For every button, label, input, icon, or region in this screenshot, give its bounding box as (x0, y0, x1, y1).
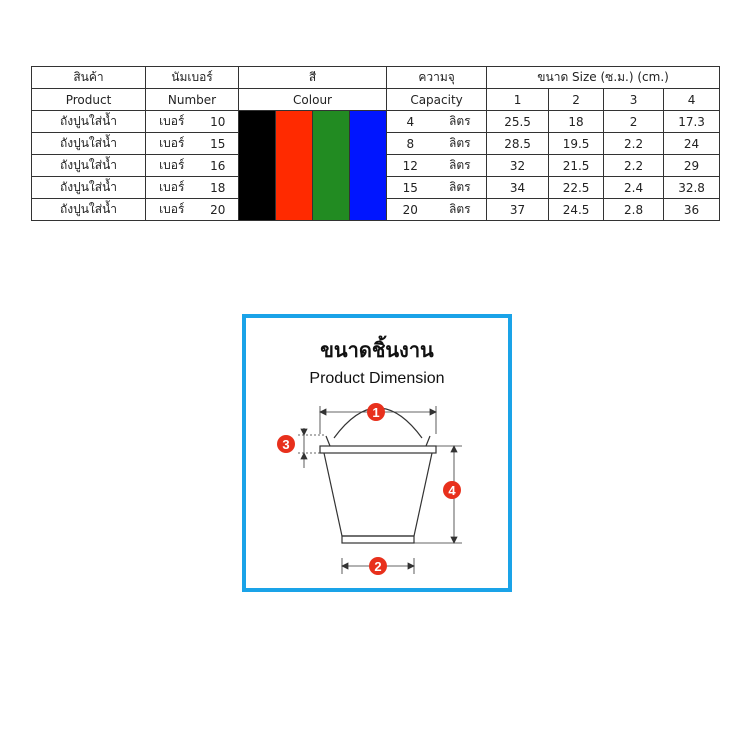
product-cell: ถังปูนใส่น้ำ (32, 155, 146, 177)
product-cell: ถังปูนใส่น้ำ (32, 199, 146, 221)
capacity-value: 15 (387, 177, 434, 199)
header-size-thai: ขนาด Size (ซ.ม.) (cm.) (487, 67, 720, 89)
number-label: เบอร์ (146, 133, 198, 155)
size-4-value: 24 (664, 133, 720, 155)
dimension-marker-2 (369, 557, 387, 575)
size-4-value: 32.8 (664, 177, 720, 199)
size-3-value: 2.4 (604, 177, 664, 199)
svg-text:3: 3 (282, 437, 290, 452)
header-capacity-eng: Capacity (387, 89, 487, 111)
svg-text:4: 4 (448, 483, 456, 498)
header-number-eng: Number (146, 89, 239, 111)
number-label: เบอร์ (146, 111, 198, 133)
capacity-value: 4 (387, 111, 434, 133)
bucket-diagram (246, 318, 508, 588)
bucket-rim (320, 446, 436, 453)
colour-swatch-green (313, 111, 350, 221)
header-capacity-thai: ความจุ (387, 67, 487, 89)
table-row (32, 111, 720, 133)
size-2-value: 24.5 (549, 199, 604, 221)
capacity-unit: ลิตร (434, 133, 487, 155)
product-cell: ถังปูนใส่น้ำ (32, 177, 146, 199)
capacity-value: 8 (387, 133, 434, 155)
header-size-3: 3 (604, 89, 664, 111)
size-3-value: 2 (604, 111, 664, 133)
size-1-value: 25.5 (487, 111, 549, 133)
bucket-base (342, 536, 414, 543)
number-label: เบอร์ (146, 177, 198, 199)
capacity-unit: ลิตร (434, 199, 487, 221)
colour-swatch-blue (350, 111, 387, 221)
size-2-value: 19.5 (549, 133, 604, 155)
size-2-value: 22.5 (549, 177, 604, 199)
number-value: 10 (198, 111, 239, 133)
product-dimension-panel (242, 314, 512, 592)
size-1-value: 28.5 (487, 133, 549, 155)
header-product-thai: สินค้า (32, 67, 146, 89)
header-size-1: 1 (487, 89, 549, 111)
size-1-value: 32 (487, 155, 549, 177)
number-value: 16 (198, 155, 239, 177)
header-colour-thai: สี (239, 67, 387, 89)
dimension-marker-1 (367, 403, 385, 421)
spec-table (31, 66, 720, 221)
size-1-value: 34 (487, 177, 549, 199)
size-2-value: 18 (549, 111, 604, 133)
number-value: 20 (198, 199, 239, 221)
size-4-value: 17.3 (664, 111, 720, 133)
dimension-title-thai: ขนาดชิ้นงาน (320, 338, 434, 362)
size-2-value: 21.5 (549, 155, 604, 177)
capacity-unit: ลิตร (434, 177, 487, 199)
header-product-eng: Product (32, 89, 146, 111)
header-size-4: 4 (664, 89, 720, 111)
capacity-value: 20 (387, 199, 434, 221)
bucket-body (324, 453, 432, 536)
product-cell: ถังปูนใส่น้ำ (32, 133, 146, 155)
svg-text:2: 2 (374, 559, 382, 574)
header-number-thai: นัมเบอร์ (146, 67, 239, 89)
number-label: เบอร์ (146, 155, 198, 177)
colour-swatch-black (239, 111, 276, 221)
header-size-2: 2 (549, 89, 604, 111)
size-3-value: 2.2 (604, 133, 664, 155)
svg-text:1: 1 (372, 405, 380, 420)
header-row-thai (32, 67, 720, 89)
dimension-title-eng: Product Dimension (309, 370, 445, 387)
number-label: เบอร์ (146, 199, 198, 221)
capacity-unit: ลิตร (434, 155, 487, 177)
product-cell: ถังปูนใส่น้ำ (32, 111, 146, 133)
header-colour-eng: Colour (239, 89, 387, 111)
header-row-eng (32, 89, 720, 111)
size-4-value: 36 (664, 199, 720, 221)
size-3-value: 2.2 (604, 155, 664, 177)
number-value: 18 (198, 177, 239, 199)
size-3-value: 2.8 (604, 199, 664, 221)
size-4-value: 29 (664, 155, 720, 177)
size-1-value: 37 (487, 199, 549, 221)
colour-swatch-red (276, 111, 313, 221)
capacity-value: 12 (387, 155, 434, 177)
number-value: 15 (198, 133, 239, 155)
dimension-marker-4 (443, 481, 461, 499)
dimension-marker-3 (277, 435, 295, 453)
capacity-unit: ลิตร (434, 111, 487, 133)
